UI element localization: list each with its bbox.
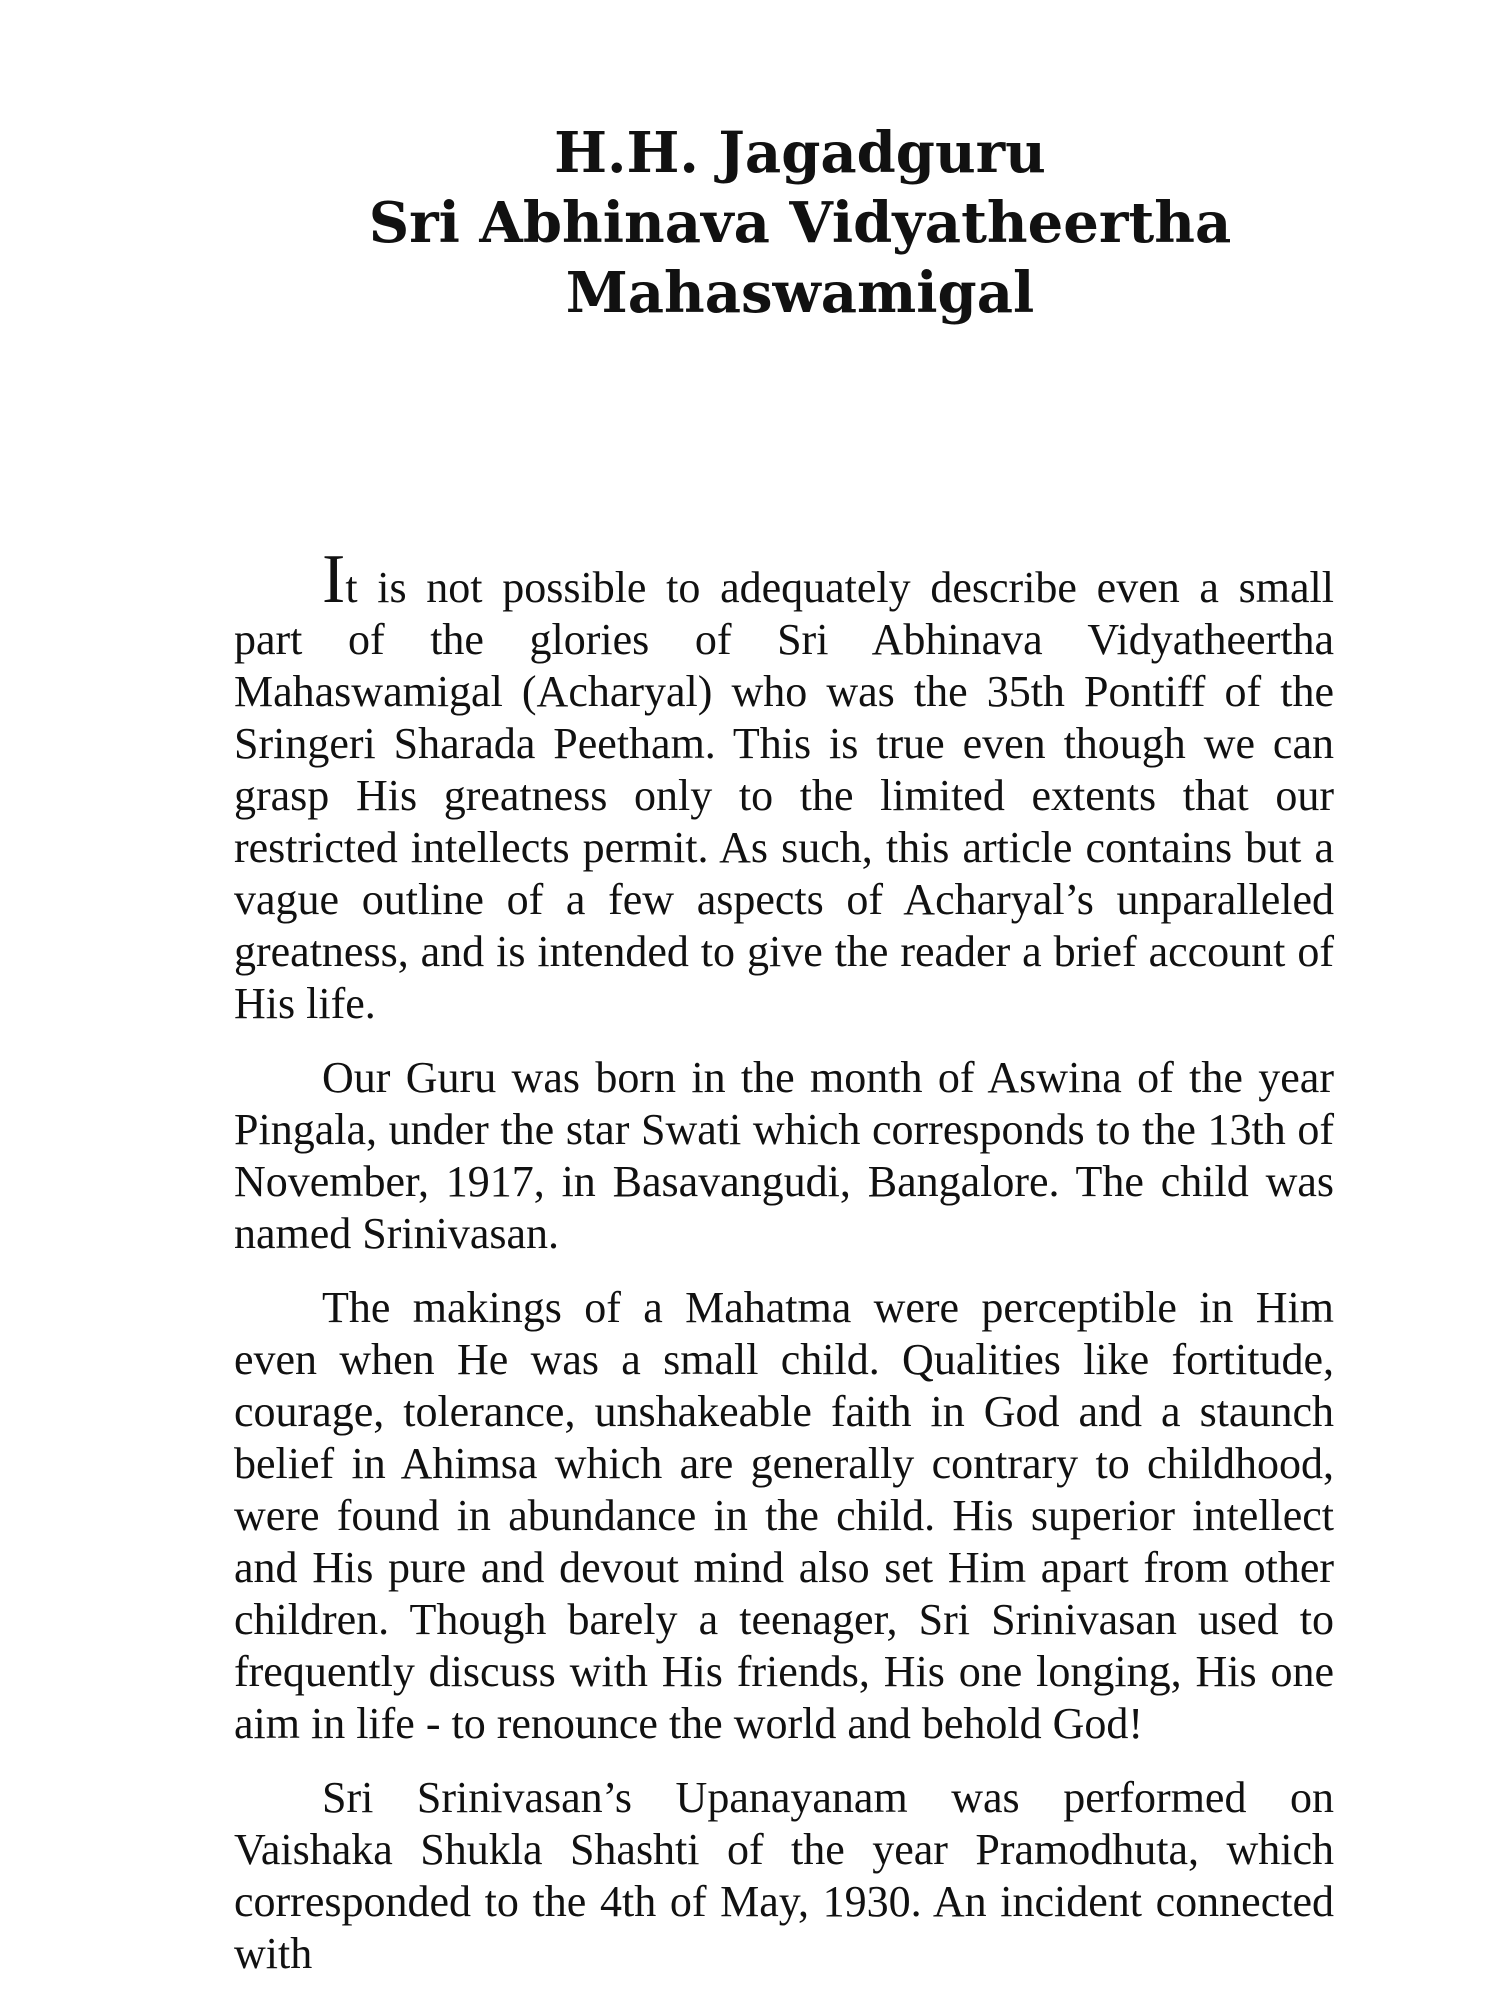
article-body bbox=[234, 541, 1334, 2002]
title-line-3: Mahaswamigal bbox=[565, 260, 1035, 326]
paragraph-4: Sri Srinivasan’s Upanayanam was performed on Vaishaka Shukla Shashti of the year Pramodhuta, which corresponded to the 4th of May, 1930. An incident connected with bbox=[234, 1773, 1334, 1978]
title-line-2: Sri Abhinava Vidyatheertha bbox=[368, 190, 1232, 256]
paragraph-3: The makings of a Mahatma were perceptible in Him even when He was a small child. Qualities like fortitude, courage, tolerance, unshakeable faith in God and a staunch belief in Ahimsa which are generally contrary to childhood, were found in abundance in the child. His superior intellect and His pure and devout mind also set Him apart from other children. Though barely a teenager, Sri Srinivasan used to frequently discuss with His friends, His one longing, His one aim in life - to renounce the world and behold God! bbox=[234, 1283, 1334, 1748]
paragraph-1-text: t is not possible to adequately describe even a small part of the glories of Sri Abhinava Vidyatheertha Mahaswamigal (Acharyal) who was the 35th Pontiff of the Sringeri Sharada Peetham. This is true even though we can grasp His greatness only to the limited extents that our restricted intellects permit. As such, this article contains but a vague outline of a few aspects of Acharyal’s unparalleled greatness, and is intended to give the reader a brief account of His life. bbox=[234, 563, 1334, 1028]
drop-cap: I bbox=[322, 541, 346, 618]
title-line-1: H.H. Jagadguru bbox=[554, 120, 1046, 186]
page-title bbox=[240, 118, 1360, 328]
paragraph-2: Our Guru was born in the month of Aswina of the year Pingala, under the star Swati which corresponds to the 13th of November, 1917, in Basavangudi, Bangalore. The child was named Srinivasan. bbox=[234, 1053, 1334, 1258]
paragraph-1 bbox=[234, 541, 1334, 1030]
